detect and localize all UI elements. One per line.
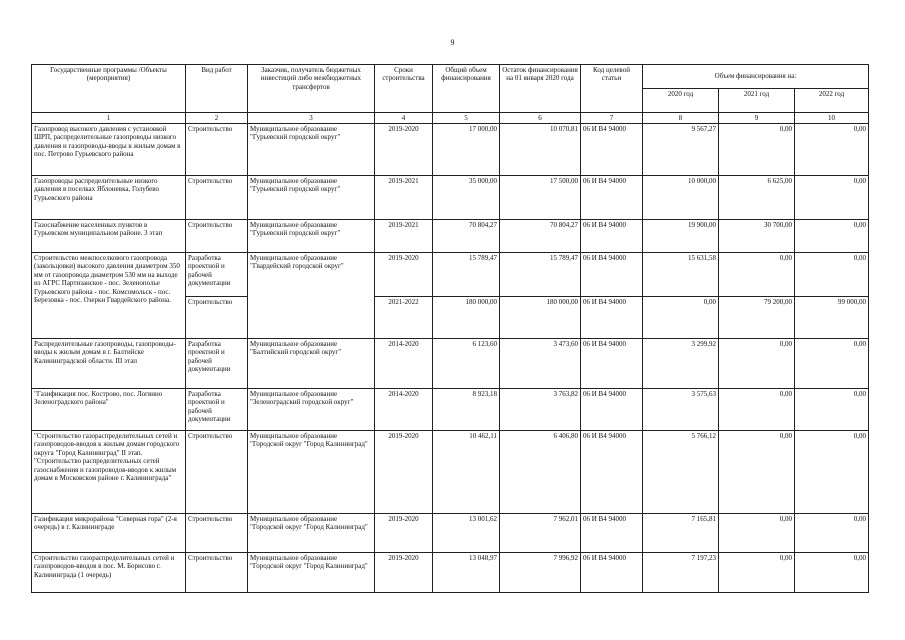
code-cell: 06 И В4 94000 xyxy=(581,297,643,339)
y2020-cell: 15 631,58 xyxy=(643,253,719,297)
total-cell: 70 804,27 xyxy=(433,220,500,253)
customer-cell: Муниципальное образование "Гурьевский городской округ" xyxy=(248,124,375,176)
code-cell: 06 И В4 94000 xyxy=(581,220,643,253)
column-number: 2 xyxy=(186,113,248,124)
column-number: 7 xyxy=(581,113,643,124)
y2020-cell: 9 567,27 xyxy=(643,124,719,176)
y2022-cell: 0,00 xyxy=(795,389,869,431)
y2021-cell: 0,00 xyxy=(719,339,795,389)
column-numbers-row xyxy=(32,113,869,124)
y2021-cell: 6 625,00 xyxy=(719,176,795,220)
remainder-cell: 70 804,27 xyxy=(500,220,581,253)
y2022-cell: 0,00 xyxy=(795,253,869,297)
header-target-code: Код целевой статьи xyxy=(581,65,643,113)
y2022-cell: 0,00 xyxy=(795,339,869,389)
work-type-cell: Строительство xyxy=(186,553,248,593)
work-type-cell: Строительство xyxy=(186,297,248,339)
code-cell: 06 И В4 94000 xyxy=(581,514,643,553)
code-cell: 06 И В4 94000 xyxy=(581,176,643,220)
work-type-cell: Строительство xyxy=(186,220,248,253)
terms-cell: 2019-2020 xyxy=(375,124,433,176)
y2021-cell: 0,00 xyxy=(719,553,795,593)
terms-cell: 2019-2021 xyxy=(375,220,433,253)
y2022-cell: 0,00 xyxy=(795,514,869,553)
code-cell: 06 И В4 94000 xyxy=(581,339,643,389)
header-2021: 2021 год xyxy=(719,89,795,113)
customer-cell: Муниципальное образование "Гурьевский городской округ" xyxy=(248,220,375,253)
y2022-cell: 0,00 xyxy=(795,220,869,253)
total-cell: 8 923,18 xyxy=(433,389,500,431)
y2021-cell: 0,00 xyxy=(719,253,795,297)
total-cell: 13 001,62 xyxy=(433,514,500,553)
work-type-cell: Строительство xyxy=(186,176,248,220)
terms-cell: 2019-2021 xyxy=(375,176,433,220)
code-cell: 06 И В4 94000 xyxy=(581,431,643,514)
terms-cell: 2019-2020 xyxy=(375,431,433,514)
header-total: Общий объем финансирования xyxy=(433,65,500,113)
column-number: 5 xyxy=(433,113,500,124)
table-row xyxy=(32,220,869,253)
total-cell: 13 048,97 xyxy=(433,553,500,593)
column-number: 1 xyxy=(32,113,186,124)
y2021-cell: 30 700,00 xyxy=(719,220,795,253)
header-terms: Сроки строительства xyxy=(375,65,433,113)
total-cell: 10 462,11 xyxy=(433,431,500,514)
remainder-cell: 10 070,81 xyxy=(500,124,581,176)
y2020-cell: 0,00 xyxy=(643,297,719,339)
column-number: 4 xyxy=(375,113,433,124)
code-cell: 06 И В4 94000 xyxy=(581,124,643,176)
column-number: 9 xyxy=(719,113,795,124)
y2022-cell: 0,00 xyxy=(795,124,869,176)
table-row xyxy=(32,514,869,553)
customer-cell: Муниципальное образование "Гвардейский городской округ" xyxy=(248,253,375,339)
table-row xyxy=(32,389,869,431)
header-program: Государственные программы /Объекты (мероприятия) xyxy=(32,65,186,113)
program-cell: Газоснабжение населенных пунктов в Гурьевском муниципальном районе. 3 этап xyxy=(32,220,186,253)
table-row xyxy=(32,431,869,514)
work-type-cell: Разработка проектной и рабочей документации xyxy=(186,253,248,297)
y2022-cell: 0,00 xyxy=(795,176,869,220)
table-row xyxy=(32,253,869,297)
program-cell: Строительство газораспределительных сетей и газопроводов-вводов в пос. М. Борисово г. Калининграда (1 очередь) xyxy=(32,553,186,593)
total-cell: 35 000,00 xyxy=(433,176,500,220)
work-type-cell: Строительство xyxy=(186,124,248,176)
customer-cell: Муниципальное образование "Балтийский городской округ" xyxy=(248,339,375,389)
table-row xyxy=(32,339,869,389)
y2020-cell: 7 165,81 xyxy=(643,514,719,553)
table-row xyxy=(32,553,869,593)
remainder-cell: 15 789,47 xyxy=(500,253,581,297)
y2022-cell: 0,00 xyxy=(795,431,869,514)
remainder-cell: 180 000,00 xyxy=(500,297,581,339)
table-row xyxy=(32,176,869,220)
header-2022: 2022 год xyxy=(795,89,869,113)
total-cell: 6 123,60 xyxy=(433,339,500,389)
header-financing: Объем финансирования на: xyxy=(643,65,869,89)
y2020-cell: 7 197,23 xyxy=(643,553,719,593)
y2021-cell: 0,00 xyxy=(719,124,795,176)
page-number: 9 xyxy=(450,38,455,47)
code-cell: 06 И В4 94000 xyxy=(581,553,643,593)
terms-cell: 2019-2020 xyxy=(375,514,433,553)
work-type-cell: Строительство xyxy=(186,431,248,514)
column-number: 8 xyxy=(643,113,719,124)
table-row xyxy=(32,124,869,176)
terms-cell: 2019-2020 xyxy=(375,253,433,297)
total-cell: 15 789,47 xyxy=(433,253,500,297)
y2020-cell: 5 766,12 xyxy=(643,431,719,514)
financing-table xyxy=(31,64,869,593)
remainder-cell: 7 996,92 xyxy=(500,553,581,593)
header-remainder: Остаток финансирования на 01 января 2020 года xyxy=(500,65,581,113)
y2021-cell: 79 200,00 xyxy=(719,297,795,339)
remainder-cell: 3 763,82 xyxy=(500,389,581,431)
work-type-cell: Разработка проектной и рабочей документации xyxy=(186,339,248,389)
program-cell: "Строительство газораспределительных сетей и газопроводов-вводов к жилым домам городского округа "Город Калининград" II этап. "Строительство распределительных сетей газоснабжения и газопроводов-вводов к жилым домам в Московском районе г. Калининграда" xyxy=(32,431,186,514)
column-number: 3 xyxy=(248,113,375,124)
y2022-cell: 0,00 xyxy=(795,553,869,593)
program-cell: Газопроводы распределительные низкого давления в поселках Яблоневка, Голубево Гурьевского района xyxy=(32,176,186,220)
y2020-cell: 3 575,63 xyxy=(643,389,719,431)
terms-cell: 2019-2020 xyxy=(375,553,433,593)
y2020-cell: 3 299,92 xyxy=(643,339,719,389)
terms-cell: 2014-2020 xyxy=(375,339,433,389)
customer-cell: Муниципальное образование "Городской округ "Город Калининград" xyxy=(248,553,375,593)
code-cell: 06 И В4 94000 xyxy=(581,253,643,297)
column-number: 6 xyxy=(500,113,581,124)
code-cell: 06 И В4 94000 xyxy=(581,389,643,431)
customer-cell: Муниципальное образование "Городской округ "Город Калининград" xyxy=(248,431,375,514)
remainder-cell: 7 962,01 xyxy=(500,514,581,553)
program-cell: Газификация микрорайона "Северная гора" (2-я очередь) в г. Калининграде xyxy=(32,514,186,553)
header-work-type: Вид работ xyxy=(186,65,248,113)
y2020-cell: 19 900,00 xyxy=(643,220,719,253)
program-cell: Строительство межпоселкового газопровода (закольцовки) высокого давления диаметром 350 мм от газопровода диаметром 530 мм на выходе из АГРС Партизанское - пос. Зеленополье Гурьевского района - пос. Комсомольск - пос. Березовка - пос. Озерки Гвардейского района. xyxy=(32,253,186,339)
header-customer: Заказчик, получатель бюджетных инвестиций либо межбюджетных трансфертов xyxy=(248,65,375,113)
work-type-cell: Разработка проектной и рабочей документации xyxy=(186,389,248,431)
total-cell: 180 000,00 xyxy=(433,297,500,339)
program-cell: "Газификация пос. Кострово, пос. Логвино Зеленоградского района" xyxy=(32,389,186,431)
y2021-cell: 0,00 xyxy=(719,389,795,431)
remainder-cell: 17 500,00 xyxy=(500,176,581,220)
work-type-cell: Строительство xyxy=(186,514,248,553)
total-cell: 17 000,00 xyxy=(433,124,500,176)
customer-cell: Муниципальное образование "Городской округ "Город Калининград" xyxy=(248,514,375,553)
y2021-cell: 0,00 xyxy=(719,431,795,514)
customer-cell: Муниципальное образование "Зеленоградский городской округ" xyxy=(248,389,375,431)
customer-cell: Муниципальное образование "Гурьевский городской округ" xyxy=(248,176,375,220)
remainder-cell: 3 473,60 xyxy=(500,339,581,389)
column-number: 10 xyxy=(795,113,869,124)
y2022-cell: 99 000,00 xyxy=(795,297,869,339)
header-2020: 2020 год xyxy=(643,89,719,113)
program-cell: Распределительные газопроводы, газопроводы-вводы к жилым домам в г. Балтийске Калининградской области. III этап xyxy=(32,339,186,389)
remainder-cell: 6 406,80 xyxy=(500,431,581,514)
terms-cell: 2021-2022 xyxy=(375,297,433,339)
y2020-cell: 10 000,00 xyxy=(643,176,719,220)
y2021-cell: 0,00 xyxy=(719,514,795,553)
terms-cell: 2014-2020 xyxy=(375,389,433,431)
program-cell: Газопровод высокого давления с установкой ШРП, распределительные газопроводы низкого давления и газопроводы-вводы к жилым домам в пос. Петрово Гурьевского района xyxy=(32,124,186,176)
